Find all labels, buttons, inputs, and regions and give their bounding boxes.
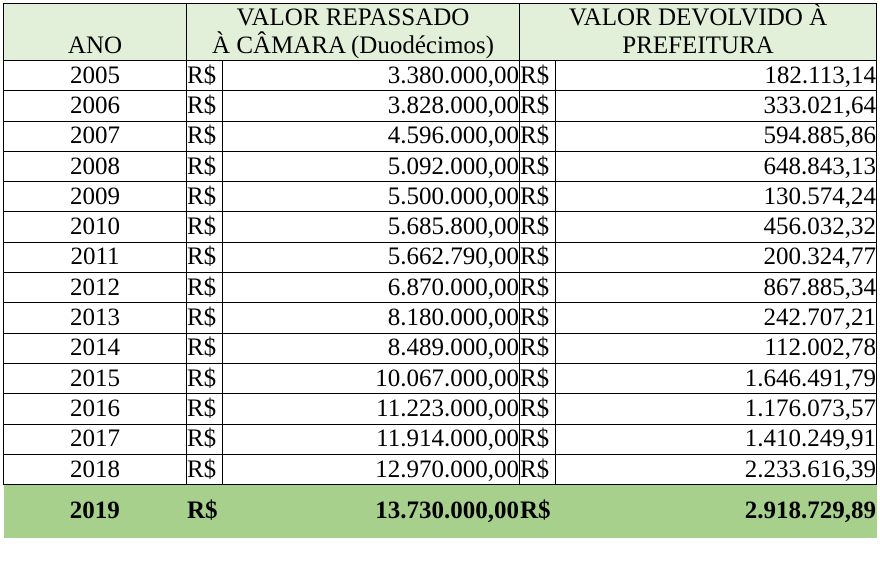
table-row <box>4 212 877 242</box>
table-row <box>4 273 877 303</box>
cell-ano: 2008 <box>4 151 187 181</box>
header-valor-devolvido-line1: VALOR DEVOLVIDO À <box>568 4 828 31</box>
cell-valor-repassado: 10.067.000,00 <box>223 363 520 393</box>
cell-valor-devolvido: 648.843,13 <box>556 151 877 181</box>
table-row <box>4 151 877 181</box>
cell-valor-devolvido: 242.707,21 <box>556 303 877 333</box>
cell-ano: 2010 <box>4 212 187 242</box>
cell-currency-devolvido: R$ <box>520 242 556 272</box>
table-row <box>4 333 877 363</box>
table-row <box>4 182 877 212</box>
cell-currency-devolvido: R$ <box>520 303 556 333</box>
cell-currency-devolvido: R$ <box>520 424 556 454</box>
header-valor-devolvido-line2: PREFEITURA <box>622 32 774 59</box>
total-currency-repassado: R$ <box>187 485 223 538</box>
cell-ano: 2005 <box>4 61 187 91</box>
cell-currency-repassado: R$ <box>187 212 223 242</box>
total-currency-devolvido: R$ <box>520 485 556 538</box>
table-row <box>4 303 877 333</box>
total-ano: 2019 <box>4 485 187 538</box>
cell-currency-repassado: R$ <box>187 121 223 151</box>
header-valor-repassado-line1: VALOR REPASSADO <box>236 4 470 31</box>
cell-currency-devolvido: R$ <box>520 151 556 181</box>
cell-currency-devolvido: R$ <box>520 212 556 242</box>
cell-currency-repassado: R$ <box>187 333 223 363</box>
cell-currency-devolvido: R$ <box>520 394 556 424</box>
cell-currency-devolvido: R$ <box>520 454 556 484</box>
cell-currency-devolvido: R$ <box>520 121 556 151</box>
cell-currency-repassado: R$ <box>187 242 223 272</box>
header-ano: ANO <box>4 4 187 61</box>
table-row <box>4 121 877 151</box>
cell-valor-repassado: 8.489.000,00 <box>223 333 520 363</box>
table-row <box>4 91 877 121</box>
cell-currency-devolvido: R$ <box>520 333 556 363</box>
cell-valor-repassado: 11.223.000,00 <box>223 394 520 424</box>
cell-valor-repassado: 8.180.000,00 <box>223 303 520 333</box>
cell-valor-repassado: 6.870.000,00 <box>223 273 520 303</box>
cell-currency-repassado: R$ <box>187 182 223 212</box>
duodecimos-table <box>3 3 877 538</box>
cell-currency-repassado: R$ <box>187 91 223 121</box>
table-row <box>4 363 877 393</box>
cell-ano: 2015 <box>4 363 187 393</box>
cell-currency-repassado: R$ <box>187 394 223 424</box>
cell-currency-repassado: R$ <box>187 454 223 484</box>
cell-ano: 2014 <box>4 333 187 363</box>
total-row <box>4 485 877 538</box>
cell-valor-repassado: 5.685.800,00 <box>223 212 520 242</box>
table-row <box>4 242 877 272</box>
cell-valor-repassado: 3.828.000,00 <box>223 91 520 121</box>
cell-valor-repassado: 5.092.000,00 <box>223 151 520 181</box>
cell-currency-repassado: R$ <box>187 363 223 393</box>
cell-valor-devolvido: 1.176.073,57 <box>556 394 877 424</box>
cell-valor-repassado: 3.380.000,00 <box>223 61 520 91</box>
cell-valor-repassado: 5.662.790,00 <box>223 242 520 272</box>
cell-currency-repassado: R$ <box>187 303 223 333</box>
header-valor-repassado <box>187 4 520 61</box>
cell-valor-devolvido: 182.113,14 <box>556 61 877 91</box>
cell-currency-repassado: R$ <box>187 151 223 181</box>
cell-currency-devolvido: R$ <box>520 273 556 303</box>
cell-currency-devolvido: R$ <box>520 182 556 212</box>
table-row <box>4 454 877 484</box>
cell-valor-repassado: 11.914.000,00 <box>223 424 520 454</box>
table-row <box>4 394 877 424</box>
cell-ano: 2011 <box>4 242 187 272</box>
table-body <box>4 61 877 538</box>
header-valor-devolvido <box>520 4 877 61</box>
cell-valor-devolvido: 112.002,78 <box>556 333 877 363</box>
total-valor-repassado: 13.730.000,00 <box>223 485 520 538</box>
cell-currency-devolvido: R$ <box>520 91 556 121</box>
cell-ano: 2018 <box>4 454 187 484</box>
cell-valor-devolvido: 594.885,86 <box>556 121 877 151</box>
header-valor-repassado-line2: À CÂMARA (Duodécimos) <box>212 32 494 59</box>
cell-valor-repassado: 5.500.000,00 <box>223 182 520 212</box>
cell-ano: 2009 <box>4 182 187 212</box>
cell-currency-repassado: R$ <box>187 61 223 91</box>
table-header <box>4 4 877 61</box>
cell-currency-devolvido: R$ <box>520 363 556 393</box>
cell-valor-repassado: 4.596.000,00 <box>223 121 520 151</box>
cell-valor-devolvido: 333.021,64 <box>556 91 877 121</box>
cell-valor-devolvido: 2.233.616,39 <box>556 454 877 484</box>
cell-valor-repassado: 12.970.000,00 <box>223 454 520 484</box>
cell-currency-repassado: R$ <box>187 273 223 303</box>
cell-ano: 2012 <box>4 273 187 303</box>
cell-ano: 2006 <box>4 91 187 121</box>
table-row <box>4 61 877 91</box>
cell-ano: 2007 <box>4 121 187 151</box>
cell-valor-devolvido: 456.032,32 <box>556 212 877 242</box>
cell-ano: 2017 <box>4 424 187 454</box>
cell-valor-devolvido: 867.885,34 <box>556 273 877 303</box>
cell-valor-devolvido: 1.410.249,91 <box>556 424 877 454</box>
total-valor-devolvido: 2.918.729,89 <box>556 485 877 538</box>
cell-currency-devolvido: R$ <box>520 61 556 91</box>
cell-valor-devolvido: 200.324,77 <box>556 242 877 272</box>
cell-currency-repassado: R$ <box>187 424 223 454</box>
cell-valor-devolvido: 130.574,24 <box>556 182 877 212</box>
table-row <box>4 424 877 454</box>
cell-ano: 2013 <box>4 303 187 333</box>
cell-valor-devolvido: 1.646.491,79 <box>556 363 877 393</box>
cell-ano: 2016 <box>4 394 187 424</box>
